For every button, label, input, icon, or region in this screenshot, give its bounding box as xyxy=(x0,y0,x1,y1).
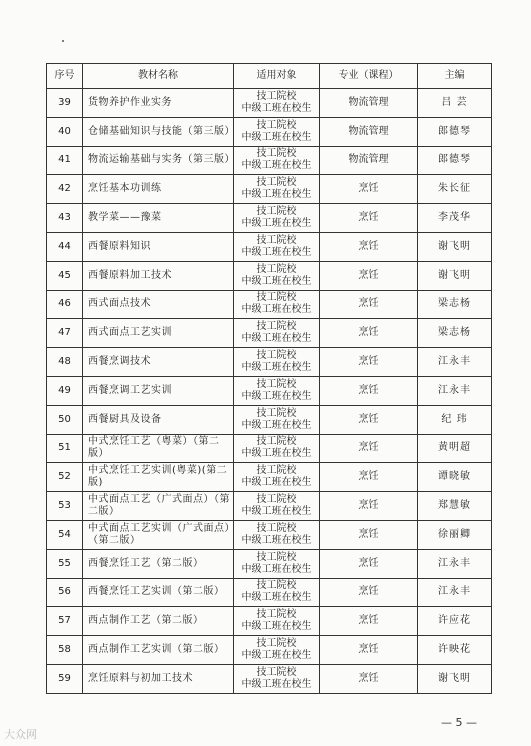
target-line-1: 技工院校 xyxy=(256,206,297,218)
target-line-2: 中级工班在校生 xyxy=(241,419,312,431)
cell-target xyxy=(234,607,320,636)
cell-editor: 谢飞明 xyxy=(418,664,492,693)
cell-major: 烹饪 xyxy=(320,434,418,463)
cell-editor: 吕 芸 xyxy=(418,89,492,118)
cell-target xyxy=(234,319,320,348)
scan-dot xyxy=(62,40,64,42)
header-name: 教材名称 xyxy=(83,64,234,89)
cell-target xyxy=(234,175,320,204)
cell-name: 烹饪原料与初加工技术 xyxy=(83,664,234,693)
cell-major: 烹饪 xyxy=(320,607,418,636)
cell-name: 西餐烹饪工艺（第二版） xyxy=(83,549,234,578)
table-row xyxy=(47,319,492,348)
cell-target xyxy=(234,376,320,405)
target-line-2: 中级工班在校生 xyxy=(241,189,312,201)
cell-no: 51 xyxy=(47,434,83,463)
cell-no: 50 xyxy=(47,405,83,434)
header-no: 序号 xyxy=(47,64,83,89)
cell-no: 49 xyxy=(47,376,83,405)
target-line-2: 中级工班在校生 xyxy=(241,246,312,258)
target-line-2: 中级工班在校生 xyxy=(241,477,312,489)
target-line-1: 技工院校 xyxy=(256,666,297,678)
cell-major: 烹饪 xyxy=(320,636,418,665)
cell-no: 56 xyxy=(47,578,83,607)
page-number: — 5 — xyxy=(441,716,477,729)
table-header-row xyxy=(47,64,492,89)
cell-major: 烹饪 xyxy=(320,549,418,578)
cell-editor: 谭晓敏 xyxy=(418,463,492,492)
cell-editor: 江永丰 xyxy=(418,578,492,607)
target-line-2: 中级工班在校生 xyxy=(241,160,312,172)
table-row xyxy=(47,405,492,434)
cell-name: 西点制作工艺（第二版） xyxy=(83,607,234,636)
cell-target xyxy=(234,290,320,319)
cell-name: 货物养护作业实务 xyxy=(83,89,234,118)
cell-editor: 江永丰 xyxy=(418,348,492,377)
cell-major: 烹饪 xyxy=(320,232,418,261)
cell-no: 57 xyxy=(47,607,83,636)
cell-target xyxy=(234,434,320,463)
cell-editor: 朱长征 xyxy=(418,175,492,204)
target-line-1: 技工院校 xyxy=(256,378,297,390)
target-line-1: 技工院校 xyxy=(256,350,297,362)
target-line-2: 中级工班在校生 xyxy=(241,678,312,690)
cell-name: 教学菜——豫菜 xyxy=(83,204,234,233)
cell-target xyxy=(234,117,320,146)
cell-editor: 江永丰 xyxy=(418,376,492,405)
cell-major: 烹饪 xyxy=(320,463,418,492)
cell-editor: 江永丰 xyxy=(418,549,492,578)
target-line-2: 中级工班在校生 xyxy=(241,131,312,143)
header-target: 适用对象 xyxy=(234,64,320,89)
target-line-2: 中级工班在校生 xyxy=(241,304,312,316)
cell-target xyxy=(234,146,320,175)
cell-target xyxy=(234,520,320,549)
cell-major: 烹饪 xyxy=(320,578,418,607)
cell-major: 物流管理 xyxy=(320,146,418,175)
cell-no: 42 xyxy=(47,175,83,204)
target-line-1: 技工院校 xyxy=(256,148,297,160)
cell-editor: 李茂华 xyxy=(418,204,492,233)
target-line-1: 技工院校 xyxy=(256,263,297,275)
cell-no: 54 xyxy=(47,520,83,549)
target-line-2: 中级工班在校生 xyxy=(241,390,312,402)
cell-name: 烹饪基本功训练 xyxy=(83,175,234,204)
cell-no: 53 xyxy=(47,492,83,521)
table-row xyxy=(47,175,492,204)
cell-no: 46 xyxy=(47,290,83,319)
cell-target xyxy=(234,261,320,290)
target-line-1: 技工院校 xyxy=(256,638,297,650)
table-row xyxy=(47,434,492,463)
cell-name: 西餐原料加工技术 xyxy=(83,261,234,290)
table-row xyxy=(47,607,492,636)
table-row xyxy=(47,261,492,290)
target-line-2: 中级工班在校生 xyxy=(241,218,312,230)
cell-editor: 梁志杨 xyxy=(418,290,492,319)
cell-editor: 谢飞明 xyxy=(418,261,492,290)
cell-name: 仓储基础知识与技能（第三版） xyxy=(83,117,234,146)
cell-name: 西餐厨具及设备 xyxy=(83,405,234,434)
cell-name: 西式面点技术 xyxy=(83,290,234,319)
target-line-1: 技工院校 xyxy=(256,609,297,621)
cell-name: 西式面点工艺实训 xyxy=(83,319,234,348)
cell-name: 中式面点工艺实训（广式面点）（第二版） xyxy=(83,520,234,549)
cell-editor: 梁志杨 xyxy=(418,319,492,348)
target-line-2: 中级工班在校生 xyxy=(241,275,312,287)
table-row xyxy=(47,578,492,607)
cell-no: 55 xyxy=(47,549,83,578)
table-row xyxy=(47,463,492,492)
target-line-1: 技工院校 xyxy=(256,551,297,563)
cell-major: 物流管理 xyxy=(320,117,418,146)
cell-target xyxy=(234,549,320,578)
target-line-1: 技工院校 xyxy=(256,234,297,246)
cell-editor: 许映花 xyxy=(418,636,492,665)
target-line-1: 技工院校 xyxy=(256,465,297,477)
target-line-1: 技工院校 xyxy=(256,177,297,189)
cell-target xyxy=(234,232,320,261)
cell-name: 西餐烹调技术 xyxy=(83,348,234,377)
cell-name: 西餐烹调工艺实训 xyxy=(83,376,234,405)
cell-no: 52 xyxy=(47,463,83,492)
cell-name: 西餐原料知识 xyxy=(83,232,234,261)
cell-no: 43 xyxy=(47,204,83,233)
target-line-2: 中级工班在校生 xyxy=(241,563,312,575)
target-line-1: 技工院校 xyxy=(256,119,297,131)
table-row xyxy=(47,636,492,665)
cell-target xyxy=(234,89,320,118)
cell-name: 西餐烹饪工艺实训（第二版） xyxy=(83,578,234,607)
table-row xyxy=(47,520,492,549)
cell-editor: 黄明超 xyxy=(418,434,492,463)
target-line-1: 技工院校 xyxy=(256,494,297,506)
cell-editor: 谢飞明 xyxy=(418,232,492,261)
table-row xyxy=(47,146,492,175)
cell-target xyxy=(234,492,320,521)
cell-major: 烹饪 xyxy=(320,405,418,434)
target-line-2: 中级工班在校生 xyxy=(241,102,312,114)
cell-major: 烹饪 xyxy=(320,204,418,233)
target-line-2: 中级工班在校生 xyxy=(241,362,312,374)
cell-major: 烹饪 xyxy=(320,290,418,319)
cell-target xyxy=(234,463,320,492)
cell-no: 44 xyxy=(47,232,83,261)
cell-major: 烹饪 xyxy=(320,664,418,693)
cell-editor: 郑慧敏 xyxy=(418,492,492,521)
cell-name: 中式烹饪工艺（粤菜）（第二版） xyxy=(83,434,234,463)
target-line-1: 技工院校 xyxy=(256,321,297,333)
cell-editor: 徐丽卿 xyxy=(418,520,492,549)
table-row xyxy=(47,232,492,261)
cell-name: 中式烹饪工艺实训(粤菜)(第二版) xyxy=(83,463,234,492)
watermark-logo: 大众网 xyxy=(4,728,37,741)
table-row xyxy=(47,290,492,319)
target-line-1: 技工院校 xyxy=(256,580,297,592)
cell-no: 40 xyxy=(47,117,83,146)
table-row xyxy=(47,664,492,693)
header-major: 专业（课程） xyxy=(320,64,418,89)
cell-target xyxy=(234,405,320,434)
target-line-2: 中级工班在校生 xyxy=(241,534,312,546)
cell-no: 39 xyxy=(47,89,83,118)
cell-target xyxy=(234,636,320,665)
cell-target xyxy=(234,204,320,233)
table-row xyxy=(47,492,492,521)
cell-no: 45 xyxy=(47,261,83,290)
target-line-1: 技工院校 xyxy=(256,292,297,304)
target-line-2: 中级工班在校生 xyxy=(241,506,312,518)
cell-no: 47 xyxy=(47,319,83,348)
target-line-2: 中级工班在校生 xyxy=(241,333,312,345)
cell-major: 烹饪 xyxy=(320,261,418,290)
cell-major: 烹饪 xyxy=(320,319,418,348)
target-line-1: 技工院校 xyxy=(256,522,297,534)
cell-editor: 郎德琴 xyxy=(418,117,492,146)
cell-target xyxy=(234,664,320,693)
target-line-2: 中级工班在校生 xyxy=(241,621,312,633)
cell-no: 48 xyxy=(47,348,83,377)
cell-major: 烹饪 xyxy=(320,520,418,549)
cell-no: 58 xyxy=(47,636,83,665)
cell-major: 物流管理 xyxy=(320,89,418,118)
target-line-1: 技工院校 xyxy=(256,436,297,448)
target-line-2: 中级工班在校生 xyxy=(241,650,312,662)
table-row xyxy=(47,204,492,233)
target-line-1: 技工院校 xyxy=(256,407,297,419)
cell-name: 西点制作工艺实训（第二版） xyxy=(83,636,234,665)
table-row xyxy=(47,376,492,405)
cell-no: 41 xyxy=(47,146,83,175)
cell-name: 中式面点工艺（广式面点）（第二版） xyxy=(83,492,234,521)
header-editor: 主编 xyxy=(418,64,492,89)
table-row xyxy=(47,89,492,118)
cell-major: 烹饪 xyxy=(320,175,418,204)
target-line-1: 技工院校 xyxy=(256,90,297,102)
cell-target xyxy=(234,578,320,607)
table-row xyxy=(47,549,492,578)
cell-editor: 纪 玮 xyxy=(418,405,492,434)
cell-major: 烹饪 xyxy=(320,492,418,521)
table-row xyxy=(47,348,492,377)
textbook-table xyxy=(46,63,492,694)
cell-major: 烹饪 xyxy=(320,376,418,405)
cell-major: 烹饪 xyxy=(320,348,418,377)
cell-target xyxy=(234,348,320,377)
cell-editor: 许应花 xyxy=(418,607,492,636)
cell-name: 物流运输基础与实务（第三版） xyxy=(83,146,234,175)
table-row xyxy=(47,117,492,146)
target-line-2: 中级工班在校生 xyxy=(241,448,312,460)
target-line-2: 中级工班在校生 xyxy=(241,592,312,604)
cell-no: 59 xyxy=(47,664,83,693)
cell-editor: 郎德琴 xyxy=(418,146,492,175)
